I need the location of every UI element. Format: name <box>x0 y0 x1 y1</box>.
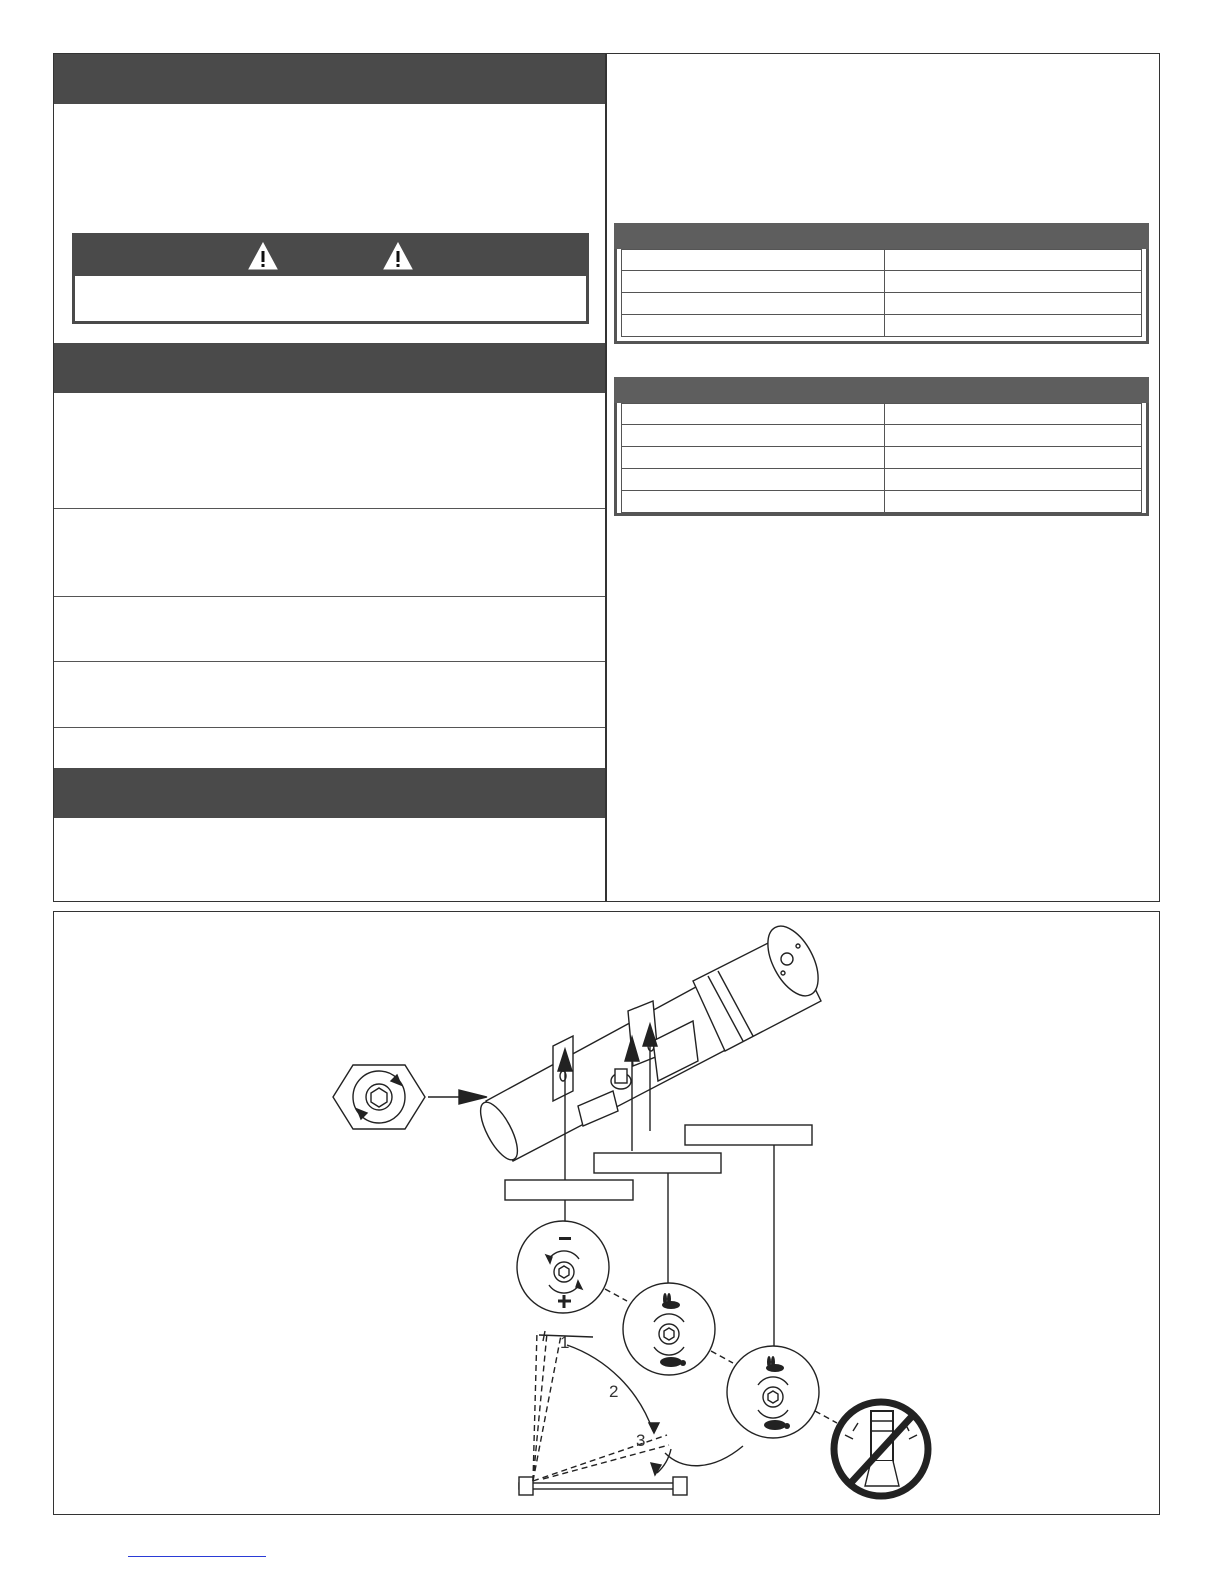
no-oil-leak-icon <box>834 1402 928 1496</box>
latch-speed-valve-dial <box>727 1346 819 1438</box>
closing-speed-valve-dial <box>623 1283 715 1375</box>
warning-box <box>72 233 589 324</box>
table-row <box>621 425 1142 447</box>
section-header-bar-2 <box>54 343 605 393</box>
table-row <box>621 271 1142 293</box>
sweep-zone-number: 3 <box>636 1431 646 1450</box>
table-2-header <box>614 377 1149 403</box>
section-divider <box>54 727 605 728</box>
sweep-zone-number: 2 <box>609 1382 619 1401</box>
warning-header <box>75 236 586 276</box>
footer-link-underline[interactable] <box>128 1556 266 1557</box>
warning-triangle-icon <box>383 242 413 270</box>
table-row <box>621 491 1142 513</box>
column-divider <box>605 53 607 902</box>
section-header-bar-1 <box>54 54 605 104</box>
table-row <box>621 403 1142 425</box>
backcheck-valve-dial <box>517 1221 609 1313</box>
table-row <box>621 447 1142 469</box>
sweep-zone-number: 1 <box>560 1333 570 1352</box>
hex-nut-valve-icon <box>333 1065 425 1393</box>
table-row <box>621 249 1142 271</box>
section-divider <box>54 661 605 662</box>
section-divider <box>54 596 605 597</box>
table-1-header <box>614 223 1149 249</box>
section-header-bar-3 <box>54 768 605 818</box>
door-closer-adjustment-diagram <box>53 911 1160 1515</box>
table-1 <box>614 249 1149 344</box>
warning-triangle-icon <box>248 242 278 270</box>
table-2 <box>614 403 1149 516</box>
section-divider <box>54 508 605 509</box>
table-row <box>621 315 1142 337</box>
table-row <box>621 293 1142 315</box>
table-row <box>621 469 1142 491</box>
